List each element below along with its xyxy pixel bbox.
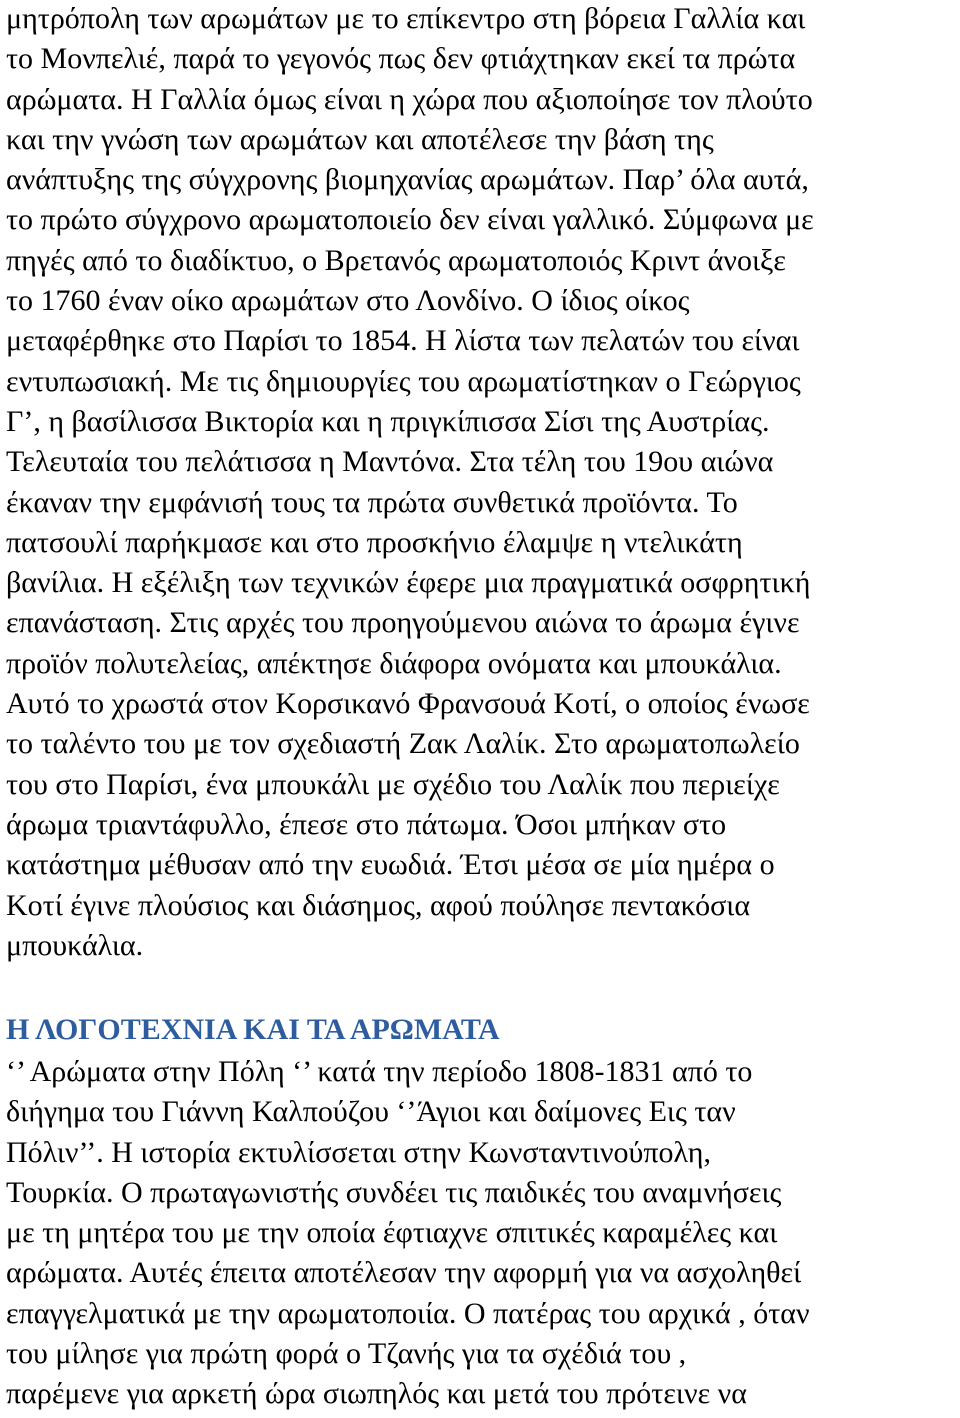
text-line: αρώματα. Η Γαλλία όμως είναι η χώρα που αξιοποίησε τον πλούτο — [6, 82, 813, 116]
text-line: Γ’, η βασίλισσα Βικτορία και η πριγκίπισσα Σίσι της Αυστρίας. — [6, 404, 770, 438]
text-line: και την γνώση των αρωμάτων και αποτέλεσε την βάση της — [6, 122, 714, 156]
text-line: αρώματα. Αυτές έπειτα αποτέλεσαν την αφορμή για να ασχοληθεί — [6, 1256, 802, 1290]
section-heading: Η ΛΟΓΟΤΕΧΝΙΑ ΚΑΙ ΤΑ ΑΡΩΜΑΤΑ — [6, 1013, 500, 1046]
text-line: επαγγελματικά με την αρωματοποιία. Ο πατέρας του αρχικά , όταν — [6, 1296, 810, 1330]
text-line: με τη μητέρα του με την οποία έφτιαχνε σπιτικές καραμέλες και — [6, 1216, 778, 1250]
paragraph-history — [6, 0, 950, 966]
text-line: Τελευταία του πελάτισσα η Μαντόνα. Στα τέλη του 19ου αιώνα — [6, 445, 774, 479]
text-line: του στο Παρίσι, ένα μπουκάλι με σχέδιο του Λαλίκ που περιείχε — [6, 767, 780, 801]
text-line: το πρώτο σύγχρονο αρωματοποιείο δεν είναι γαλλικό. Σύμφωνα με — [6, 203, 814, 237]
text-line: Πόλιν’’. Η ιστορία εκτυλίσσεται στην Κωνσταντινούπολη, — [6, 1135, 711, 1169]
text-line: κατάστημα μέθυσαν από την ευωδιά. Έτσι μέσα σε μία ημέρα ο — [6, 848, 775, 882]
text-line: το Μονπελιέ, παρά το γεγονός πως δεν φτιάχτηκαν εκεί τα πρώτα — [6, 42, 796, 76]
text-line: εντυπωσιακή. Με τις δημιουργίες του αρωματίστηκαν ο Γεώργιος — [6, 364, 801, 398]
text-line: άρωμα τριαντάφυλλο, έπεσε στο πάτωμα. Όσοι μπήκαν στο — [6, 807, 727, 841]
text-line: μητρόπολη των αρωμάτων με το επίκεντρο στη βόρεια Γαλλία και — [6, 2, 806, 35]
text-line: παρέμενε για αρκετή ώρα σιωπηλός και μετά του πρότεινε να — [6, 1377, 747, 1411]
text-line: Τουρκία. Ο πρωταγωνιστής συνδέει τις παιδικές του αναμνήσεις — [6, 1175, 782, 1209]
text-line: έκαναν την εμφάνισή τους τα πρώτα συνθετικά προϊόντα. Το — [6, 485, 738, 519]
text-line: ανάπτυξης της σύγχρονης βιομηχανίας αρωμάτων. Παρ’ όλα αυτά, — [6, 163, 809, 197]
paragraph-literature — [6, 1052, 950, 1415]
text-line: προϊόν πολυτελείας, απέκτησε διάφορα ονόματα και μπουκάλια. — [6, 646, 782, 680]
text-line: βανίλια. Η εξέλιξη των τεχνικών έφερε μια πραγματικά οσφρητική — [6, 566, 811, 600]
text-line: πατσουλί παρήκμασε και στο προσκήνιο έλαμψε η ντελικάτη — [6, 525, 743, 559]
text-line: το 1760 έναν οίκο αρωμάτων στο Λονδίνο. Ο ίδιος οίκος — [6, 284, 690, 318]
text-line: μπουκάλια. — [6, 928, 144, 962]
text-line: ‘’ Αρώματα στην Πόλη ‘’ κατά την περίοδο 1808-1831 από το — [6, 1055, 753, 1088]
text-line: το ταλέντο του με τον σχεδιαστή Ζακ Λαλίκ. Στο αρωματοπωλείο — [6, 727, 800, 761]
text-line: μεταφέρθηκε στο Παρίσι το 1854. Η λίστα των πελατών του είναι — [6, 324, 800, 358]
text-line: επανάσταση. Στις αρχές του προηγούμενου αιώνα το άρωμα έγινε — [6, 606, 800, 640]
text-line: του μίλησε για πρώτη φορά ο Τζανής για τα σχέδιά του , — [6, 1337, 687, 1371]
text-line: πηγές από το διαδίκτυο, ο Βρετανός αρωματοποιός Κριντ άνοιξε — [6, 243, 786, 277]
text-line: Αυτό το χρωστά στον Κορσικανό Φρανσουά Κοτί, ο οποίος ένωσε — [6, 687, 810, 721]
text-line: Κοτί έγινε πλούσιος και διάσημος, αφού πούλησε πεντακόσια — [6, 888, 751, 922]
text-line: διήγημα του Γιάννη Καλπούζου ‘’Άγιοι και δαίμονες Εις ταν — [6, 1095, 736, 1129]
